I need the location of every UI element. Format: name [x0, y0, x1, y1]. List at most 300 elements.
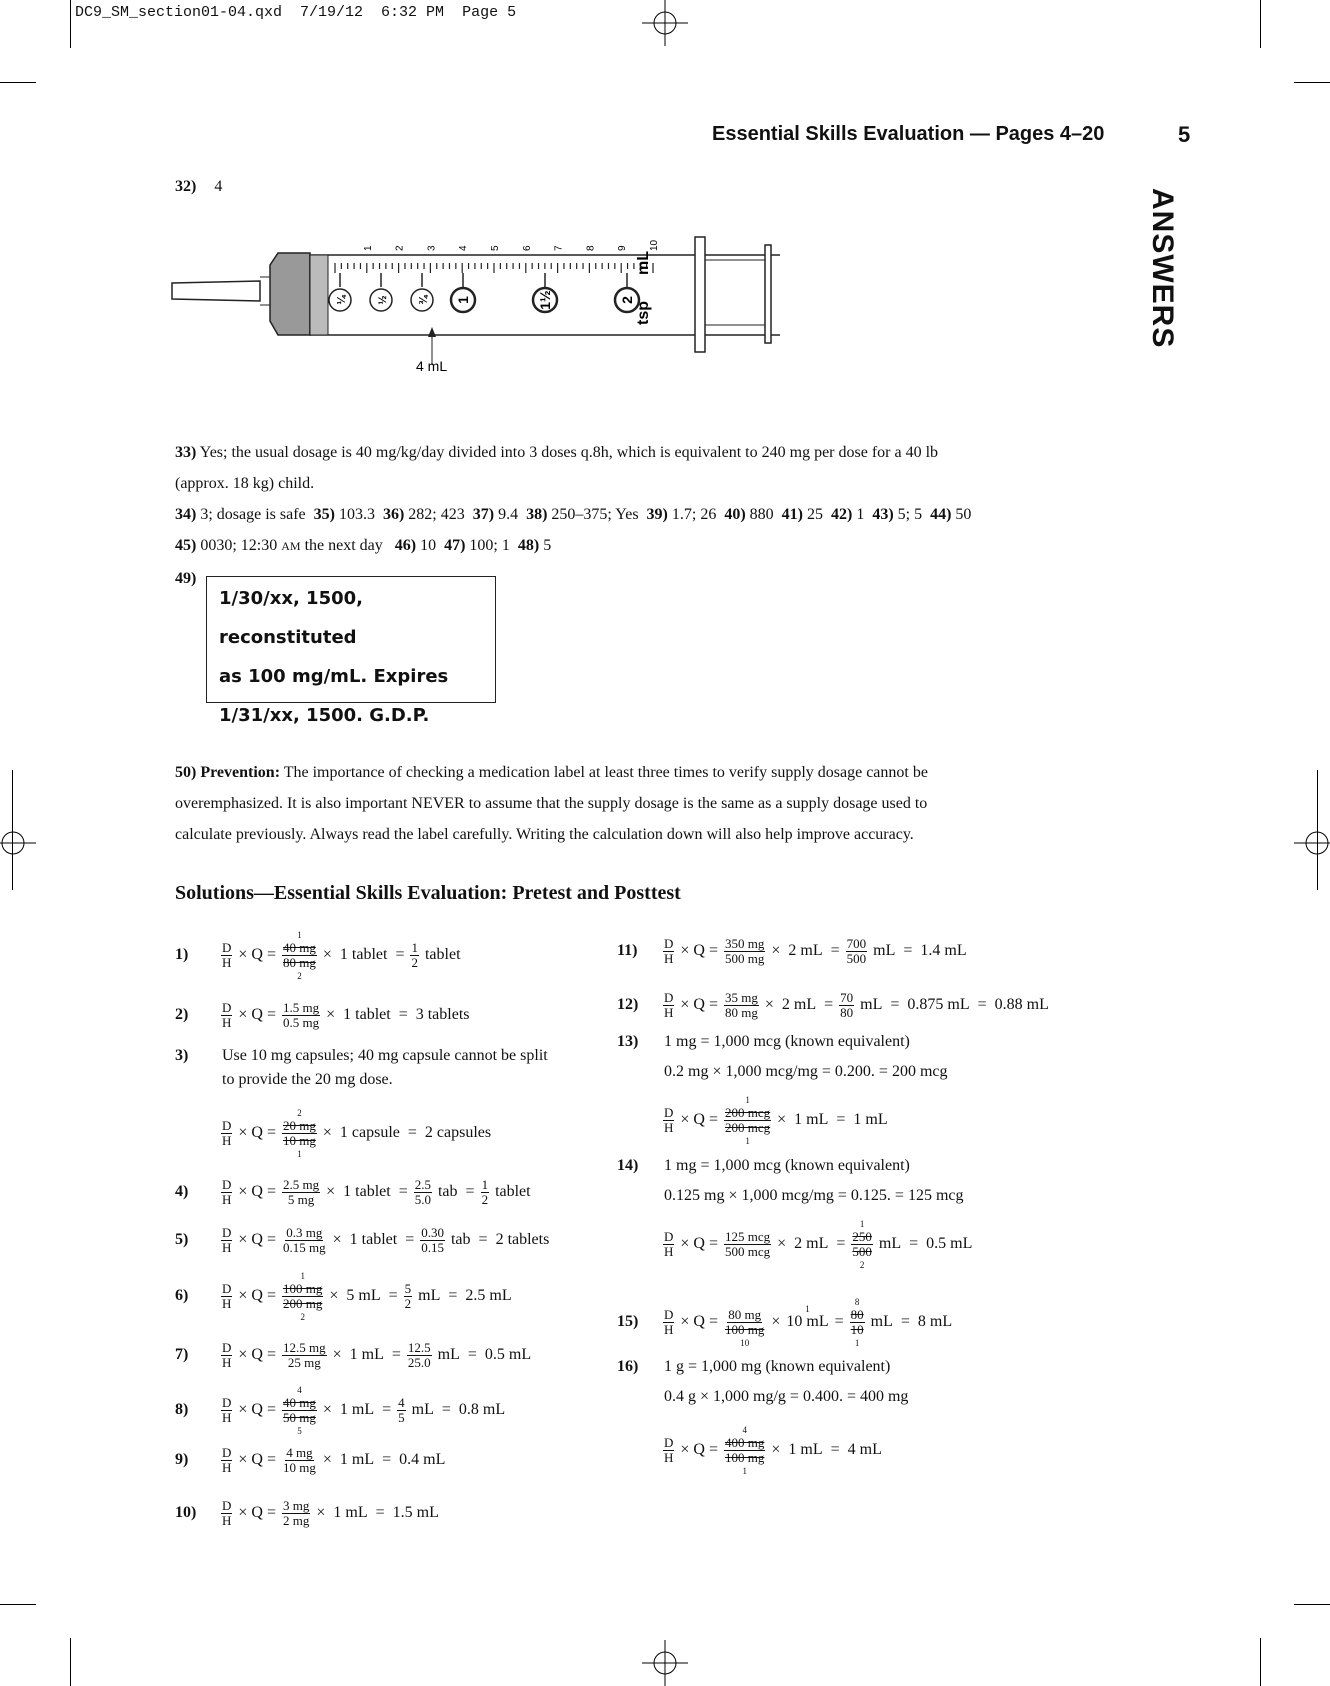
numerator: D	[664, 1104, 674, 1120]
cancel-factor: 1	[742, 1465, 747, 1476]
d-over-h	[221, 941, 232, 970]
result: 4 mL	[847, 1441, 882, 1458]
denominator: H	[664, 1243, 674, 1259]
cancel-factor: 10	[740, 1337, 750, 1348]
answer-number: 37)	[472, 506, 495, 523]
operator: =	[395, 946, 405, 963]
solution-number: 4)	[175, 1183, 189, 1200]
multiplier: 1 tablet	[349, 1231, 398, 1248]
denominator: H	[222, 1014, 232, 1030]
numerator: 2.5 mg	[283, 1176, 320, 1192]
multiplier: 1 mL	[339, 1451, 375, 1468]
result: 0.88 mL	[994, 996, 1049, 1013]
numerator: 12.5 mg	[283, 1339, 326, 1355]
solution-s9-equation	[219, 1442, 449, 1478]
result: 1.4 mL	[920, 942, 967, 959]
operator: =	[836, 1235, 846, 1252]
cancel-factor: 5	[297, 1425, 302, 1436]
denominator: 100 mg	[725, 1449, 765, 1465]
cancel-factor: 1	[297, 929, 302, 940]
ml-tick-label: 7	[553, 245, 565, 251]
fraction	[282, 1226, 327, 1255]
solution-text: 0.4 g × 1,000 mg/g = 0.400. = 400 mg	[664, 1388, 909, 1405]
file-slug: DC9_SM_section01-04.qxd 7/19/12 6:32 PM Page 5	[75, 4, 517, 21]
solution-number: 2)	[175, 1006, 189, 1023]
denominator: H	[222, 1132, 232, 1148]
denominator: 80 mg	[725, 1004, 758, 1020]
multiplier: 1 tablet	[343, 1183, 391, 1200]
denominator: 200 mg	[283, 1295, 323, 1311]
registration-mark-icon	[642, 0, 688, 46]
d-over-h	[221, 1001, 232, 1030]
tsp-mark-label: 2	[619, 296, 635, 304]
running-header: Essential Skills Evaluation — Pages 4–20	[712, 123, 1105, 145]
operator: ×	[322, 946, 332, 963]
solution-text: 1 g = 1,000 mg (known equivalent)	[664, 1358, 891, 1375]
operator: =	[448, 1287, 458, 1304]
solution-number: 15)	[617, 1313, 639, 1330]
unit: mL	[437, 1346, 460, 1363]
operator: =	[382, 1401, 392, 1418]
operator: ×	[332, 1346, 342, 1363]
operator: =	[824, 996, 834, 1013]
syringe-tip	[172, 281, 260, 301]
ml-tick-label: 4	[458, 245, 470, 251]
fraction	[846, 937, 868, 966]
q50-line2: overemphasized. It is also important NEVER to assume that the supply dosage is the same as a supply dosage used to	[175, 795, 928, 812]
denominator: H	[222, 1239, 232, 1255]
solution-text: 1 mg = 1,000 mcg (known equivalent)	[664, 1033, 910, 1050]
operator: =	[909, 1235, 919, 1252]
denominator: H	[222, 954, 232, 970]
fraction	[282, 1446, 317, 1475]
answers-side-tab: ANSWERS	[1146, 188, 1179, 349]
denominator: 0.5 mg	[283, 1014, 320, 1030]
operator: =	[398, 1183, 408, 1200]
operator: =	[465, 1183, 475, 1200]
operator: =	[407, 1124, 417, 1141]
answer-number: 42)	[830, 506, 853, 523]
denominator: 10 mg	[283, 1132, 316, 1148]
q33-line2: (approx. 18 kg) child.	[175, 475, 315, 492]
fraction	[282, 1107, 317, 1159]
solution-s15-equation	[661, 1296, 956, 1348]
answer-number: 34)	[175, 506, 197, 523]
denominator: H	[664, 1004, 674, 1020]
solution-text: 0.125 mg × 1,000 mcg/mg = 0.125. = 125 mcg	[664, 1187, 964, 1204]
numerator: D	[222, 1394, 232, 1410]
d-over-h	[221, 1446, 232, 1475]
denominator: 2 mg	[283, 1512, 310, 1528]
result: 0.875 mL	[907, 996, 970, 1013]
operator: =	[834, 1313, 844, 1330]
fraction	[850, 1296, 865, 1348]
numerator: 80	[850, 1306, 864, 1322]
denominator: 500	[846, 950, 867, 966]
crop-mark	[70, 0, 71, 48]
crop-mark	[1294, 1604, 1330, 1605]
ml-tick-label: 8	[585, 245, 597, 251]
cancel-factor: 2	[859, 1259, 865, 1270]
answer-text: 1	[856, 506, 865, 523]
d-over-h	[663, 1308, 674, 1337]
operator: =	[441, 1401, 451, 1418]
denominator: H	[222, 1459, 232, 1475]
cancel-factor: 4	[297, 1384, 302, 1395]
denominator: 80 mg	[283, 954, 316, 970]
solution-number: 1)	[175, 946, 189, 963]
solution-number: 10)	[175, 1504, 197, 1521]
tsp-mark-label: ¾	[418, 295, 430, 305]
numerator: D	[222, 1339, 232, 1355]
d-over-h	[663, 1106, 674, 1135]
crop-mark	[1260, 0, 1261, 48]
answer-text: 250–375; Yes	[551, 506, 639, 523]
solution-text: Use 10 mg capsules; 40 mg capsule cannot be split	[222, 1047, 548, 1064]
cancel-factor: 1	[745, 1094, 750, 1105]
denominator: H	[222, 1354, 232, 1370]
fraction	[724, 937, 765, 966]
d-over-h	[221, 1499, 232, 1528]
operator: ×	[332, 1231, 342, 1248]
denominator: 5.0	[414, 1191, 431, 1207]
operator: =	[836, 1111, 846, 1128]
numerator: 200 mcg	[725, 1104, 771, 1120]
syringe-stopper	[310, 255, 328, 335]
denominator: 2	[481, 1191, 489, 1207]
unit: tab	[437, 1183, 458, 1200]
operator: =	[382, 1451, 392, 1468]
fraction	[407, 1341, 432, 1370]
operator: =	[398, 1006, 408, 1023]
numerator: 400 mg	[725, 1434, 765, 1450]
crop-mark	[1260, 1638, 1261, 1686]
solutions-title: Solutions—Essential Skills Evaluation: Pretest and Posttest	[175, 882, 681, 904]
fraction	[397, 1396, 406, 1425]
result: 8 mL	[917, 1313, 953, 1330]
cancel-factor: 1	[859, 1218, 865, 1229]
fraction	[724, 1424, 765, 1476]
denominator: 25.0	[407, 1354, 431, 1370]
answer-number: 40)	[724, 506, 746, 523]
denominator: 5 mg	[287, 1191, 315, 1207]
numerator: D	[222, 1497, 232, 1513]
numerator: 5	[404, 1280, 412, 1296]
result: 1 mL	[853, 1111, 888, 1128]
numerator: D	[664, 989, 674, 1005]
cancel-factor: 1	[805, 1304, 810, 1314]
solution-number: 14)	[617, 1157, 639, 1174]
solution-number: 3)	[175, 1047, 189, 1064]
numerator: D	[664, 1306, 674, 1322]
label-line: 1/30/xx, 1500, reconstituted	[219, 588, 363, 648]
solution-s2-equation	[219, 997, 474, 1033]
q32	[175, 177, 222, 197]
operator: × Q =	[680, 1235, 718, 1252]
multiplier: 1 tablet	[339, 946, 388, 963]
registration-mark-icon	[0, 820, 36, 866]
q33-line1	[175, 444, 938, 462]
d-over-h	[663, 1436, 674, 1465]
q33-text-line1: Yes; the usual dosage is 40 mg/kg/day divided into 3 doses q.8h, which is equivalent to 240 mg per dose for a 40 lb	[199, 444, 939, 461]
denominator: H	[664, 1449, 674, 1465]
operator: × Q =	[680, 996, 718, 1013]
answer-text: 25	[806, 506, 823, 523]
operator: × Q =	[238, 946, 276, 963]
operator: =	[830, 1441, 840, 1458]
numerator: D	[222, 1117, 232, 1133]
result: 2 capsules	[424, 1124, 492, 1141]
fraction	[282, 1178, 320, 1207]
syringe-flange	[695, 237, 705, 352]
denominator: 500 mg	[725, 950, 765, 966]
denominator: 100 mg	[725, 1321, 765, 1337]
d-over-h	[221, 1119, 232, 1148]
multiplier: 10 mL	[786, 1313, 829, 1330]
numerator: D	[222, 1224, 232, 1240]
fraction	[282, 1270, 323, 1322]
q32-label: 32)	[175, 178, 197, 195]
crop-mark	[0, 1604, 36, 1605]
denominator: H	[664, 1321, 674, 1337]
denominator: 0.15	[421, 1239, 444, 1255]
answer-text: 5; 5	[897, 506, 923, 523]
fraction	[282, 1499, 310, 1528]
operator: ×	[777, 1111, 787, 1128]
syringe-ml-unit: mL	[635, 251, 652, 275]
operator: =	[900, 1313, 910, 1330]
solution-s8-equation	[219, 1384, 509, 1436]
operator: × Q =	[680, 1313, 718, 1330]
denominator: 500	[852, 1243, 872, 1259]
denominator: 25 mg	[287, 1354, 321, 1370]
numerator: 40 mg	[283, 939, 316, 955]
page-number: 5	[1178, 122, 1191, 147]
result: 1.5 mL	[392, 1504, 439, 1521]
solution-s5-equation	[219, 1222, 553, 1258]
denominator: 2	[404, 1295, 412, 1311]
ml-tick-label: 3	[426, 245, 438, 251]
ml-tick-label: 9	[617, 245, 629, 251]
answer-text: 1.7; 26	[671, 506, 717, 523]
crop-mark	[0, 82, 36, 83]
ml-tick-label: 6	[521, 245, 533, 251]
q33-label: 33)	[175, 444, 197, 461]
numerator: 1	[411, 939, 418, 955]
numerator: 80 mg	[728, 1306, 762, 1322]
multiplier-cancel	[786, 1304, 829, 1331]
operator: × Q =	[238, 1504, 276, 1521]
denominator: 50 mg	[283, 1409, 316, 1425]
denominator: 200 mcg	[725, 1119, 771, 1135]
numerator: 0.30	[421, 1224, 444, 1240]
fraction	[282, 1384, 317, 1436]
numerator: 250	[852, 1228, 872, 1244]
unit: mL	[418, 1287, 441, 1304]
result: 2.5 mL	[465, 1287, 512, 1304]
tsp-mark-label: ½	[377, 295, 389, 305]
cancel-factor: 1	[297, 1148, 302, 1159]
cancel-factor: 1	[854, 1337, 860, 1348]
denominator: 5	[398, 1409, 405, 1425]
solution-s11-equation	[661, 933, 971, 969]
answer-number: 36)	[382, 506, 405, 523]
solution-number: 11)	[617, 942, 638, 959]
crop-mark	[1294, 82, 1330, 83]
operator: ×	[764, 996, 774, 1013]
denominator: H	[664, 1119, 674, 1135]
multiplier: 1 mL	[794, 1111, 829, 1128]
am-label: AM	[281, 539, 301, 553]
measurement-arrow-label: 4 mL	[416, 358, 448, 374]
fraction	[724, 1094, 771, 1146]
numerator: 4	[398, 1394, 405, 1410]
solution-number: 7)	[175, 1346, 189, 1363]
answer-text: 10	[420, 537, 437, 554]
multiplier: 1 tablet	[343, 1006, 391, 1023]
answer-number: 44)	[930, 506, 952, 523]
answer-text: 50	[955, 506, 972, 523]
fraction	[851, 1218, 873, 1270]
solution-text: 1 mg = 1,000 mcg (known equivalent)	[664, 1157, 910, 1174]
solution-s3-equation	[219, 1107, 495, 1159]
numerator: 0.3 mg	[286, 1224, 323, 1240]
numerator: 1	[481, 1176, 489, 1192]
operator: × Q =	[238, 1401, 276, 1418]
operator: × Q =	[238, 1124, 276, 1141]
multiplier: 5 mL	[346, 1287, 381, 1304]
answer-number: 48)	[517, 537, 540, 554]
solution-s10-equation	[219, 1495, 443, 1531]
operator: =	[467, 1346, 477, 1363]
numerator: 20 mg	[283, 1117, 316, 1133]
q32-answer: 4	[214, 178, 223, 195]
result: 0.4 mL	[399, 1451, 446, 1468]
ml-tick-label: 2	[394, 245, 406, 251]
solution-number: 5)	[175, 1231, 189, 1248]
cancel-factor: 2	[297, 970, 302, 981]
cancel-factor: 1	[300, 1270, 305, 1281]
solution-s1-equation	[219, 929, 465, 981]
denominator: H	[222, 1191, 232, 1207]
registration-mark-icon	[1294, 820, 1330, 866]
solution-number: 13)	[617, 1033, 639, 1050]
solution-s16-equation	[661, 1424, 886, 1476]
fraction	[282, 1001, 320, 1030]
answer-text: 100; 1	[469, 537, 510, 554]
cancel-factor: 8	[854, 1296, 860, 1307]
cancel-factor: 4	[742, 1424, 747, 1435]
multiplier: 1 mL	[788, 1441, 823, 1458]
multiplier: 1 capsule	[339, 1124, 400, 1141]
result: 0.5 mL	[484, 1346, 532, 1363]
q50-text-line1: The importance of checking a medication label at least three times to verify supply dosage cannot be	[280, 764, 928, 781]
solution-s12-equation	[661, 987, 1053, 1023]
answer-number: 43)	[872, 506, 894, 523]
unit: mL	[873, 942, 896, 959]
denominator: H	[664, 950, 674, 966]
operator: ×	[322, 1124, 332, 1141]
fraction	[420, 1226, 445, 1255]
numerator: 3 mg	[283, 1497, 310, 1513]
answer-text: the next day	[300, 537, 383, 554]
unit: tab	[450, 1231, 471, 1248]
numerator: 125 mcg	[725, 1228, 771, 1244]
operator: ×	[316, 1504, 326, 1521]
operator: ×	[777, 1235, 787, 1252]
unit: mL	[878, 1235, 902, 1252]
tsp-mark-label: ¼	[336, 295, 348, 305]
answer-number: 39)	[646, 506, 668, 523]
answer-number: 45)	[175, 537, 197, 554]
d-over-h	[221, 1226, 232, 1255]
fraction	[404, 1282, 413, 1311]
answer-number: 47)	[444, 537, 466, 554]
fraction	[481, 1178, 490, 1207]
answer-text: 0030; 12:30	[200, 537, 282, 554]
numerator: 40 mg	[283, 1394, 316, 1410]
cancel-factor: 2	[300, 1311, 305, 1322]
numerator: D	[222, 999, 232, 1015]
cancel-factor: 1	[745, 1135, 750, 1146]
numerator: 700	[846, 935, 867, 951]
operator: × Q =	[238, 1183, 276, 1200]
denominator: 2	[411, 954, 418, 970]
fraction	[410, 941, 419, 970]
numerator: 4 mg	[286, 1444, 313, 1460]
denominator: 500 mcg	[725, 1243, 771, 1259]
numerator: 2.5	[414, 1176, 431, 1192]
operator: ×	[329, 1287, 339, 1304]
unit: mL	[860, 996, 883, 1013]
fraction	[839, 991, 854, 1020]
syringe-hub	[270, 253, 310, 335]
multiplier: 1 mL	[339, 1401, 375, 1418]
operator: =	[375, 1504, 385, 1521]
answer-text: 3; dosage is safe	[200, 506, 306, 523]
d-over-h	[221, 1396, 232, 1425]
tsp-mark-label: 1½	[537, 290, 553, 310]
numerator: D	[664, 1434, 674, 1450]
q50-label: 50)	[175, 764, 197, 781]
solution-s4-equation	[219, 1174, 535, 1210]
d-over-h	[221, 1178, 232, 1207]
syringe-plunger-end	[765, 245, 771, 343]
operator: =	[830, 942, 840, 959]
multiplier: 1 mL	[333, 1504, 368, 1521]
operator: ×	[322, 1401, 332, 1418]
numerator: 350 mg	[725, 935, 765, 951]
operator: =	[890, 996, 900, 1013]
label-line: as 100 mg/mL. Expires	[219, 666, 449, 687]
answer-number: 35)	[313, 506, 335, 523]
answer-text: 880	[749, 506, 774, 523]
numerator: D	[222, 1444, 232, 1460]
answers-45-48	[175, 537, 551, 555]
d-over-h	[663, 937, 674, 966]
fraction	[724, 991, 759, 1020]
numerator: D	[222, 1176, 232, 1192]
ml-tick-label: 5	[490, 245, 501, 251]
operator: =	[391, 1346, 401, 1363]
solution-s13-equation	[661, 1094, 892, 1146]
unit: mL	[870, 1313, 893, 1330]
ml-tick-label: 10	[649, 239, 660, 251]
solution-number: 9)	[175, 1451, 189, 1468]
denominator: H	[222, 1512, 232, 1528]
numerator: D	[664, 1228, 674, 1244]
operator: ×	[326, 1006, 336, 1023]
